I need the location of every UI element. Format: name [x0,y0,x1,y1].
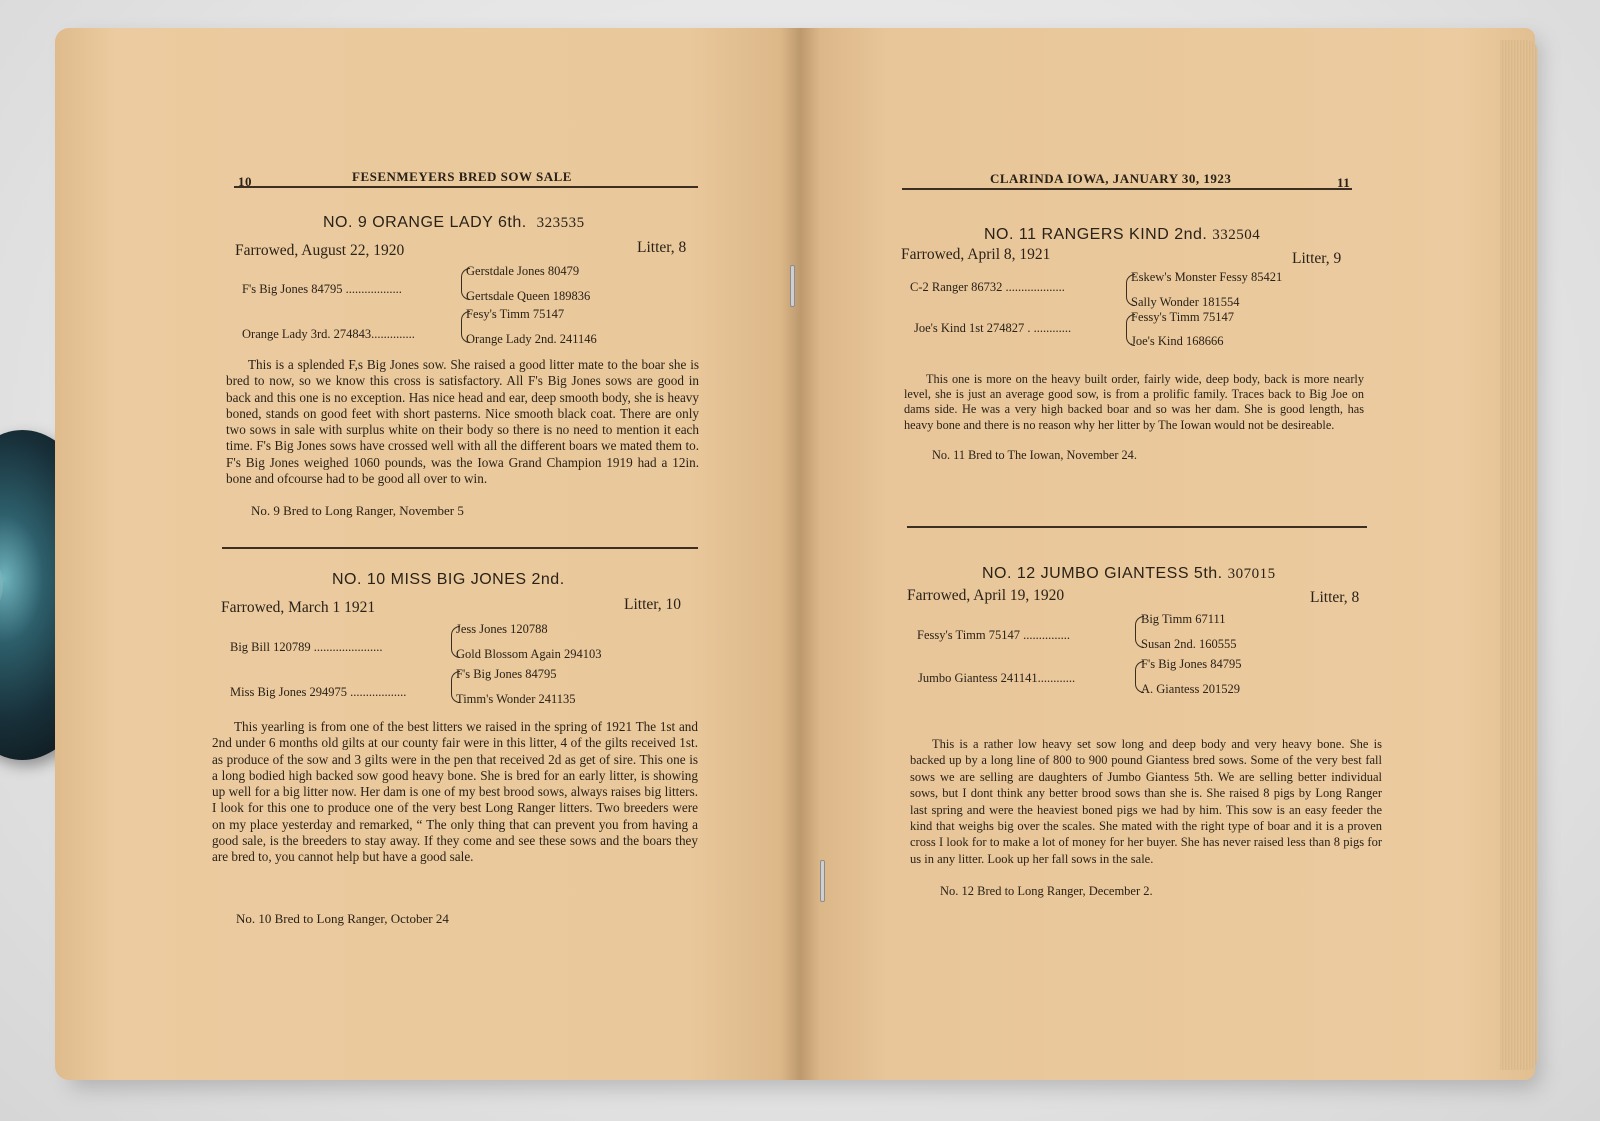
entry-title-text: NO. 9 ORANGE LADY 6th. [323,214,527,231]
staple-bottom [820,860,825,902]
pedigree-dam: Jumbo Giantess 241141............ [918,671,1076,685]
entry-description: This yearling is from one of the best litters we raised in the spring of 1921 The 1st and 2nd under 6 months old gilts at our county fair were in this litter, 4 of the gilts received 1st. as produce of the sow and 3 gilts were in the pen that received 2d as get of sire. This one is a long bodied high backed sow good heavy bone. She is bred for an early litter, is showing up well for a big litter now. Her dam is one of my best brood sows, always raises big litters. I look for this one to produce one of the very best Long Ranger litters. Two breeders were on my place yesterday and remarked, “ The only thing that can prevent you from having a good sale, is the breeders to stay away. If they come and see these sows and the boars they are bred to, you cannot help but have a good sale. [212,719,698,865]
left-running-head: FESENMEYERS BRED SOW SALE [352,169,572,184]
pedigree-dam-dam: Joe's Kind 168666 [1131,334,1224,348]
litter-size: Litter, 8 [637,239,687,256]
entry-title-text: NO. 12 JUMBO GIANTESS 5th. [982,565,1223,582]
pedigree-dam: Joe's Kind 1st 274827 . ............ [914,321,1072,335]
entry-registration: 332504 [1212,227,1261,243]
pedigree-sire: Big Bill 120789 ...................... [230,640,383,654]
pedigree-sire-sire: Gerstdale Jones 80479 [466,264,580,278]
bred-to-note: No. 10 Bred to Long Ranger, October 24 [236,911,449,926]
entry-title-text: NO. 11 RANGERS KIND 2nd. [984,226,1208,243]
pedigree-dam-dam: Timm's Wonder 241135 [456,692,576,706]
farrowed-date: Farrowed, April 19, 1920 [907,587,1065,604]
pedigree-sire: Fessy's Timm 75147 ............... [917,628,1070,642]
page-edges [1500,40,1538,1070]
pedigree-dam-dam: A. Giantess 201529 [1141,682,1240,696]
left-page-number: 10 [238,174,252,189]
litter-size: Litter, 8 [1310,589,1360,606]
entry-title [984,226,1260,244]
pedigree-sire: C-2 Ranger 86732 ................... [910,280,1065,294]
pedigree-dam-sire: Fessy's Timm 75147 [1131,310,1234,324]
pedigree-sire: F's Big Jones 84795 .................. [242,282,402,296]
entry-title [982,565,1276,583]
bred-to-note: No. 11 Bred to The Iowan, November 24. [932,448,1137,462]
entry-registration: 307015 [1227,566,1276,582]
pedigree-dam: Miss Big Jones 294975 .................. [230,685,407,699]
farrowed-date: Farrowed, August 22, 1920 [235,242,405,259]
pedigree-sire-dam: Gertsdale Queen 189836 [466,289,591,303]
pedigree-dam-sire: Fesy's Timm 75147 [466,307,565,321]
staple-top [790,265,795,307]
right-header-rule [902,188,1352,190]
pedigree-dam-dam: Orange Lady 2nd. 241146 [466,332,597,346]
bred-to-note: No. 9 Bred to Long Ranger, November 5 [251,503,464,518]
entry-divider [907,526,1367,528]
entry-description: This one is more on the heavy built order, fairly wide, deep body, back is more nearly level, she is just an average good sow, is from a prolific family. Traces back to Big Joe on dams side. He was a very high backed boar and so was her dam. She is good length, has heavy bone and there is no reason why her litter by The Iowan would not be desireable. [904,372,1364,432]
right-page-number: 11 [1337,175,1351,190]
left-header-rule [234,186,698,188]
pedigree-dam-sire: F's Big Jones 84795 [456,667,557,681]
entry-title [323,214,585,232]
bred-to-note: No. 12 Bred to Long Ranger, December 2. [940,884,1153,898]
pedigree-sire-sire: Eskew's Monster Fessy 85421 [1131,270,1283,284]
entry-title [332,571,565,589]
entry-title-text: NO. 10 MISS BIG JONES 2nd. [332,571,565,588]
pedigree-sire-sire: Big Timm 67111 [1141,612,1226,626]
entry-description: This is a rather low heavy set sow long and deep body and very heavy bone. She is backed up by a long line of 800 to 900 pound Giantess bred sows. Some of the very best fall sows we are selling are daughters of Jumbo Giantess 5th. We are selling better individual sows, but I dont think any better brood sows than she is. She raised 8 pigs by Long Ranger last spring and were the heaviest boned pigs we had by him. This sow is an easy feeder the kind that weighs big over the scales. She mated with the right type of boar and it is a proven cross I look for to make a lot of money for her buyer. She has never raised less than 8 pigs for us in any litter. Look up her fall sows in the sale. [910,737,1382,866]
pedigree-sire-sire: Jess Jones 120788 [456,622,548,636]
litter-size: Litter, 9 [1292,250,1342,267]
entry-description: This is a splended F,s Big Jones sow. She raised a good litter mate to the boar she is bred to now, so we know this cross is satisfactory. All F's Big Jones sows are good in back and this one is no exception. Has nice head and ear, deep smooth body, she is heavy boned, stands on good feet with short pasterns. Nice smooth black coat. There are only two sows in sale with surplus white on their body so there is no need to mention it each time. F's Big Jones sows have crossed well with all the different boars we mated them to. F's Big Jones weighed 1060 pounds, was the Iowa Grand Champion 1919 had a 12in. bone and ofcourse had to be good all over to win. [226,357,699,487]
pedigree-sire-dam: Gold Blossom Again 294103 [456,647,602,661]
litter-size: Litter, 10 [624,596,682,613]
pedigree-sire-dam: Susan 2nd. 160555 [1141,637,1237,651]
farrowed-date: Farrowed, April 8, 1921 [901,246,1051,263]
pedigree-dam: Orange Lady 3rd. 274843.............. [242,327,415,341]
farrowed-date: Farrowed, March 1 1921 [221,599,376,616]
entry-registration: 323535 [536,215,585,231]
pedigree-dam-sire: F's Big Jones 84795 [1141,657,1242,671]
book-gutter [780,28,820,1080]
pedigree-sire-dam: Sally Wonder 181554 [1131,295,1240,309]
entry-divider [222,547,698,549]
right-running-head: CLARINDA IOWA, JANUARY 30, 1923 [990,171,1232,186]
